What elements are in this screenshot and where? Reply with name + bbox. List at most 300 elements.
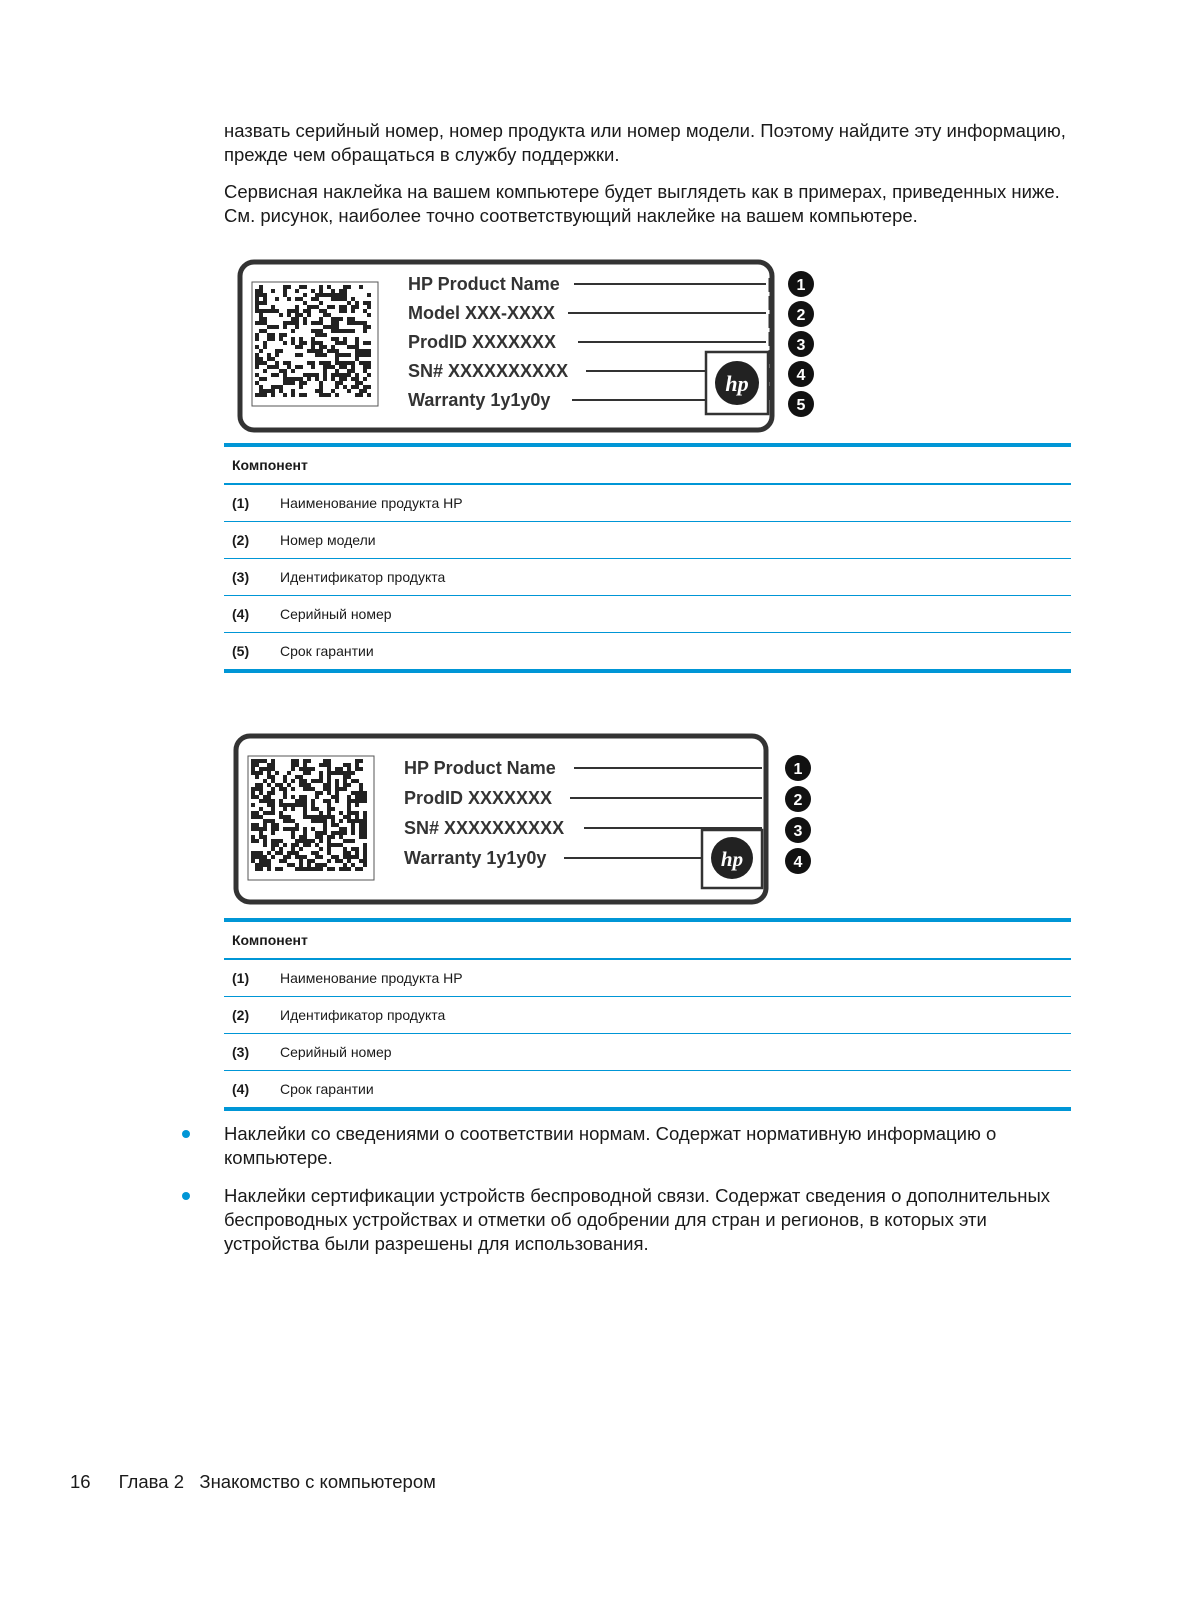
qr-module — [311, 373, 315, 377]
qr-module — [359, 361, 363, 365]
qr-module — [331, 317, 335, 321]
row-number: (1) — [232, 495, 250, 511]
qr-module — [255, 333, 259, 337]
qr-module — [283, 827, 287, 831]
qr-module — [323, 759, 327, 763]
callout-number: 3 — [796, 337, 806, 354]
qr-module — [343, 855, 347, 859]
qr-module — [295, 305, 299, 309]
qr-module — [327, 815, 331, 819]
qr-module — [291, 341, 295, 345]
qr-module — [319, 341, 323, 345]
label-line-text: ProdID XXXXXXX — [408, 332, 557, 352]
qr-module — [275, 297, 279, 301]
row-description: Номер модели — [280, 532, 376, 548]
callout-number: 4 — [796, 367, 806, 384]
qr-module — [263, 293, 267, 297]
qr-module — [351, 309, 355, 313]
qr-module — [303, 839, 307, 843]
qr-module — [323, 377, 327, 381]
qr-module — [279, 787, 283, 791]
qr-module — [271, 337, 275, 341]
qr-module — [335, 843, 339, 847]
qr-module — [267, 851, 271, 855]
qr-module — [331, 843, 335, 847]
qr-module — [347, 767, 351, 771]
callout-number: 2 — [796, 307, 806, 324]
qr-module — [363, 815, 367, 819]
qr-module — [363, 831, 367, 835]
qr-module — [283, 289, 287, 293]
qr-module — [263, 301, 267, 305]
qr-module — [307, 309, 311, 313]
callout-number: 1 — [793, 761, 803, 778]
qr-module — [363, 855, 367, 859]
qr-module — [355, 847, 359, 851]
qr-module — [275, 349, 279, 353]
qr-module — [271, 847, 275, 851]
qr-module — [303, 293, 307, 297]
label-line-text: HP Product Name — [408, 274, 560, 294]
qr-module — [259, 807, 263, 811]
qr-module — [315, 305, 319, 309]
qr-module — [315, 835, 319, 839]
qr-module — [271, 779, 275, 783]
qr-module — [303, 771, 307, 775]
qr-module — [335, 767, 339, 771]
qr-module — [303, 341, 307, 345]
qr-module — [307, 843, 311, 847]
qr-module — [259, 827, 263, 831]
row-description: Наименование продукта HP — [280, 970, 463, 986]
qr-module — [347, 345, 351, 349]
qr-module — [315, 329, 319, 333]
qr-module — [363, 835, 367, 839]
qr-module — [355, 811, 359, 815]
qr-module — [299, 393, 303, 397]
qr-module — [347, 795, 351, 799]
qr-module — [299, 855, 303, 859]
qr-module — [347, 811, 351, 815]
qr-module — [347, 285, 351, 289]
qr-module — [275, 823, 279, 827]
qr-module — [315, 377, 319, 381]
qr-module — [351, 369, 355, 373]
qr-module — [267, 337, 271, 341]
qr-module — [343, 297, 347, 301]
label-line-text: Model XXX-XXXX — [408, 303, 556, 323]
qr-module — [327, 305, 331, 309]
svg-text:hp: hp — [720, 847, 744, 871]
qr-module — [355, 855, 359, 859]
qr-module — [307, 349, 311, 353]
qr-module — [263, 329, 267, 333]
qr-module — [339, 297, 343, 301]
qr-module — [367, 373, 371, 377]
qr-module — [295, 317, 299, 321]
qr-module — [279, 847, 283, 851]
qr-module — [291, 767, 295, 771]
qr-module — [363, 365, 367, 369]
qr-module — [335, 393, 339, 397]
qr-module — [295, 827, 299, 831]
qr-module — [307, 863, 311, 867]
qr-module — [251, 795, 255, 799]
qr-module — [263, 341, 267, 345]
qr-module — [263, 767, 267, 771]
qr-module — [331, 289, 335, 293]
qr-module — [283, 377, 287, 381]
qr-module — [263, 823, 267, 827]
qr-module — [339, 867, 343, 871]
qr-module — [275, 353, 279, 357]
qr-module — [303, 393, 307, 397]
qr-module — [355, 851, 359, 855]
qr-module — [307, 771, 311, 775]
qr-module — [367, 313, 371, 317]
qr-module — [335, 855, 339, 859]
qr-module — [287, 297, 291, 301]
qr-module — [255, 863, 259, 867]
qr-module — [363, 843, 367, 847]
qr-module — [355, 791, 359, 795]
qr-module — [255, 381, 259, 385]
label-line-text: ProdID XXXXXXX — [404, 788, 553, 808]
qr-module — [331, 823, 335, 827]
qr-module — [259, 285, 263, 289]
qr-module — [279, 783, 283, 787]
qr-module — [347, 851, 351, 855]
qr-module — [291, 309, 295, 313]
qr-module — [347, 867, 351, 871]
qr-module — [343, 867, 347, 871]
qr-module — [343, 831, 347, 835]
qr-module — [335, 791, 339, 795]
qr-module — [323, 823, 327, 827]
qr-module — [255, 305, 259, 309]
service-label-figure-1 — [228, 254, 828, 438]
qr-module — [319, 329, 323, 333]
qr-module — [359, 783, 363, 787]
qr-module — [259, 759, 263, 763]
qr-module — [367, 349, 371, 353]
qr-module — [263, 859, 267, 863]
qr-module — [311, 365, 315, 369]
hp-logo-icon — [702, 830, 762, 888]
qr-module — [323, 819, 327, 823]
qr-module — [303, 309, 307, 313]
qr-module — [295, 289, 299, 293]
qr-module — [351, 771, 355, 775]
qr-module — [271, 385, 275, 389]
qr-module — [271, 325, 275, 329]
qr-module — [327, 791, 331, 795]
callout-number: 4 — [793, 854, 803, 871]
qr-module — [335, 831, 339, 835]
qr-module — [299, 775, 303, 779]
qr-module — [303, 779, 307, 783]
qr-module — [359, 819, 363, 823]
qr-module — [343, 827, 347, 831]
qr-module — [263, 779, 267, 783]
qr-module — [251, 823, 255, 827]
qr-module — [271, 305, 275, 309]
qr-module — [291, 779, 295, 783]
qr-module — [255, 851, 259, 855]
qr-module — [351, 823, 355, 827]
row-number: (3) — [232, 1044, 250, 1060]
qr-module — [255, 783, 259, 787]
qr-module — [315, 807, 319, 811]
qr-module — [311, 799, 315, 803]
table-row — [224, 997, 1071, 1034]
qr-module — [283, 285, 287, 289]
qr-module — [351, 297, 355, 301]
qr-module — [351, 321, 355, 325]
qr-module — [251, 859, 255, 863]
table-row — [224, 1071, 1071, 1107]
qr-module — [287, 855, 291, 859]
hp-logo-icon — [706, 352, 768, 414]
table-row — [224, 485, 1071, 522]
qr-module — [311, 305, 315, 309]
qr-module — [323, 325, 327, 329]
qr-module — [363, 791, 367, 795]
row-number: (3) — [232, 569, 250, 585]
qr-module — [255, 811, 259, 815]
qr-module — [303, 767, 307, 771]
qr-module — [259, 293, 263, 297]
qr-module — [299, 385, 303, 389]
qr-module — [283, 361, 287, 365]
qr-module — [291, 819, 295, 823]
qr-module — [327, 807, 331, 811]
qr-module — [351, 791, 355, 795]
qr-module — [259, 831, 263, 835]
qr-module — [311, 345, 315, 349]
qr-module — [343, 329, 347, 333]
qr-module — [251, 827, 255, 831]
qr-module — [359, 791, 363, 795]
qr-module — [263, 855, 267, 859]
qr-module — [291, 827, 295, 831]
service-label-2-svg — [228, 730, 828, 910]
qr-module — [279, 811, 283, 815]
qr-module — [259, 771, 263, 775]
qr-module — [263, 369, 267, 373]
qr-module — [339, 309, 343, 313]
qr-module — [343, 289, 347, 293]
qr-module — [287, 377, 291, 381]
qr-module — [275, 867, 279, 871]
qr-module — [363, 799, 367, 803]
qr-module — [347, 783, 351, 787]
qr-module — [295, 839, 299, 843]
qr-module — [311, 839, 315, 843]
qr-module — [347, 807, 351, 811]
qr-module — [363, 819, 367, 823]
qr-module — [295, 325, 299, 329]
qr-module — [343, 787, 347, 791]
qr-module — [331, 807, 335, 811]
qr-module — [267, 775, 271, 779]
label-line-text: SN# XXXXXXXXXX — [404, 818, 565, 838]
qr-module — [331, 305, 335, 309]
qr-module — [351, 855, 355, 859]
qr-module — [363, 309, 367, 313]
qr-module — [299, 863, 303, 867]
qr-module — [315, 779, 319, 783]
qr-module — [307, 767, 311, 771]
qr-module — [327, 783, 331, 787]
qr-module — [287, 313, 291, 317]
qr-module — [259, 783, 263, 787]
row-number: (2) — [232, 532, 250, 548]
qr-module — [303, 815, 307, 819]
qr-module — [267, 867, 271, 871]
qr-module — [251, 763, 255, 767]
qr-module — [267, 859, 271, 863]
qr-module — [331, 819, 335, 823]
qr-module — [279, 859, 283, 863]
qr-module — [327, 779, 331, 783]
qr-module — [315, 349, 319, 353]
qr-module — [343, 373, 347, 377]
qr-module — [355, 357, 359, 361]
qr-module — [319, 819, 323, 823]
qr-module — [339, 329, 343, 333]
qr-module — [291, 317, 295, 321]
qr-module — [299, 803, 303, 807]
qr-module — [327, 859, 331, 863]
qr-module — [343, 353, 347, 357]
callout-number: 3 — [793, 823, 803, 840]
qr-module — [259, 851, 263, 855]
qr-module — [295, 309, 299, 313]
qr-module — [315, 353, 319, 357]
qr-module — [367, 365, 371, 369]
qr-module — [327, 847, 331, 851]
qr-module — [315, 389, 319, 393]
qr-module — [363, 811, 367, 815]
qr-module — [323, 365, 327, 369]
qr-module — [363, 353, 367, 357]
row-number: (2) — [232, 1007, 250, 1023]
qr-module — [255, 759, 259, 763]
qr-module — [295, 377, 299, 381]
qr-module — [299, 353, 303, 357]
qr-module — [347, 321, 351, 325]
qr-module — [311, 819, 315, 823]
qr-module — [319, 763, 323, 767]
qr-module — [299, 345, 303, 349]
qr-module — [291, 843, 295, 847]
qr-module — [331, 867, 335, 871]
qr-module — [283, 333, 287, 337]
qr-module — [319, 791, 323, 795]
qr-module — [363, 321, 367, 325]
qr-module — [279, 851, 283, 855]
qr-module — [283, 795, 287, 799]
qr-module — [359, 393, 363, 397]
qr-module — [303, 285, 307, 289]
qr-module — [251, 815, 255, 819]
qr-module — [319, 839, 323, 843]
qr-module — [343, 285, 347, 289]
qr-module — [271, 767, 275, 771]
qr-module — [315, 373, 319, 377]
qr-module — [295, 365, 299, 369]
qr-module — [339, 843, 343, 847]
qr-module — [299, 381, 303, 385]
qr-module — [255, 297, 259, 301]
qr-module — [339, 827, 343, 831]
qr-module — [255, 373, 259, 377]
table-row — [224, 522, 1071, 559]
qr-module — [319, 779, 323, 783]
qr-module — [351, 329, 355, 333]
qr-module — [287, 851, 291, 855]
qr-module — [367, 301, 371, 305]
qr-module — [287, 815, 291, 819]
callout-number: 5 — [796, 397, 806, 414]
qr-module — [359, 867, 363, 871]
qr-module — [275, 373, 279, 377]
qr-module — [295, 297, 299, 301]
qr-module — [287, 819, 291, 823]
qr-module — [291, 381, 295, 385]
bullet-text: Наклейки сертификации устройств беспроводной связи. Содержат сведения о дополнительных беспроводных устройствах и отметки об одобрении для стран и регионов, в которых эти устройства были разрешены для использования. — [224, 1185, 1050, 1254]
qr-module — [267, 811, 271, 815]
qr-module — [299, 795, 303, 799]
qr-module — [315, 293, 319, 297]
qr-module — [363, 301, 367, 305]
qr-module — [359, 353, 363, 357]
qr-module — [267, 309, 271, 313]
qr-module — [295, 763, 299, 767]
chapter-title: Глава 2 Знакомство с компьютером — [118, 1471, 436, 1492]
qr-module — [255, 361, 259, 365]
qr-module — [259, 859, 263, 863]
qr-module — [263, 827, 267, 831]
label-line-text: SN# XXXXXXXXXX — [408, 361, 569, 381]
qr-module — [279, 803, 283, 807]
qr-module — [335, 779, 339, 783]
qr-module — [267, 795, 271, 799]
qr-module — [323, 313, 327, 317]
qr-module — [279, 369, 283, 373]
qr-module — [259, 357, 263, 361]
qr-module — [275, 851, 279, 855]
qr-module — [299, 835, 303, 839]
qr-module — [327, 365, 331, 369]
qr-module — [251, 787, 255, 791]
qr-module — [299, 341, 303, 345]
qr-module — [263, 839, 267, 843]
qr-module — [319, 333, 323, 337]
qr-module — [355, 385, 359, 389]
service-label-figure-2 — [228, 730, 828, 910]
qr-module — [283, 779, 287, 783]
qr-module — [279, 333, 283, 337]
qr-module — [339, 819, 343, 823]
qr-module — [255, 775, 259, 779]
qr-module — [335, 369, 339, 373]
qr-module — [343, 309, 347, 313]
qr-module — [331, 297, 335, 301]
qr-module — [331, 293, 335, 297]
qr-module — [363, 361, 367, 365]
